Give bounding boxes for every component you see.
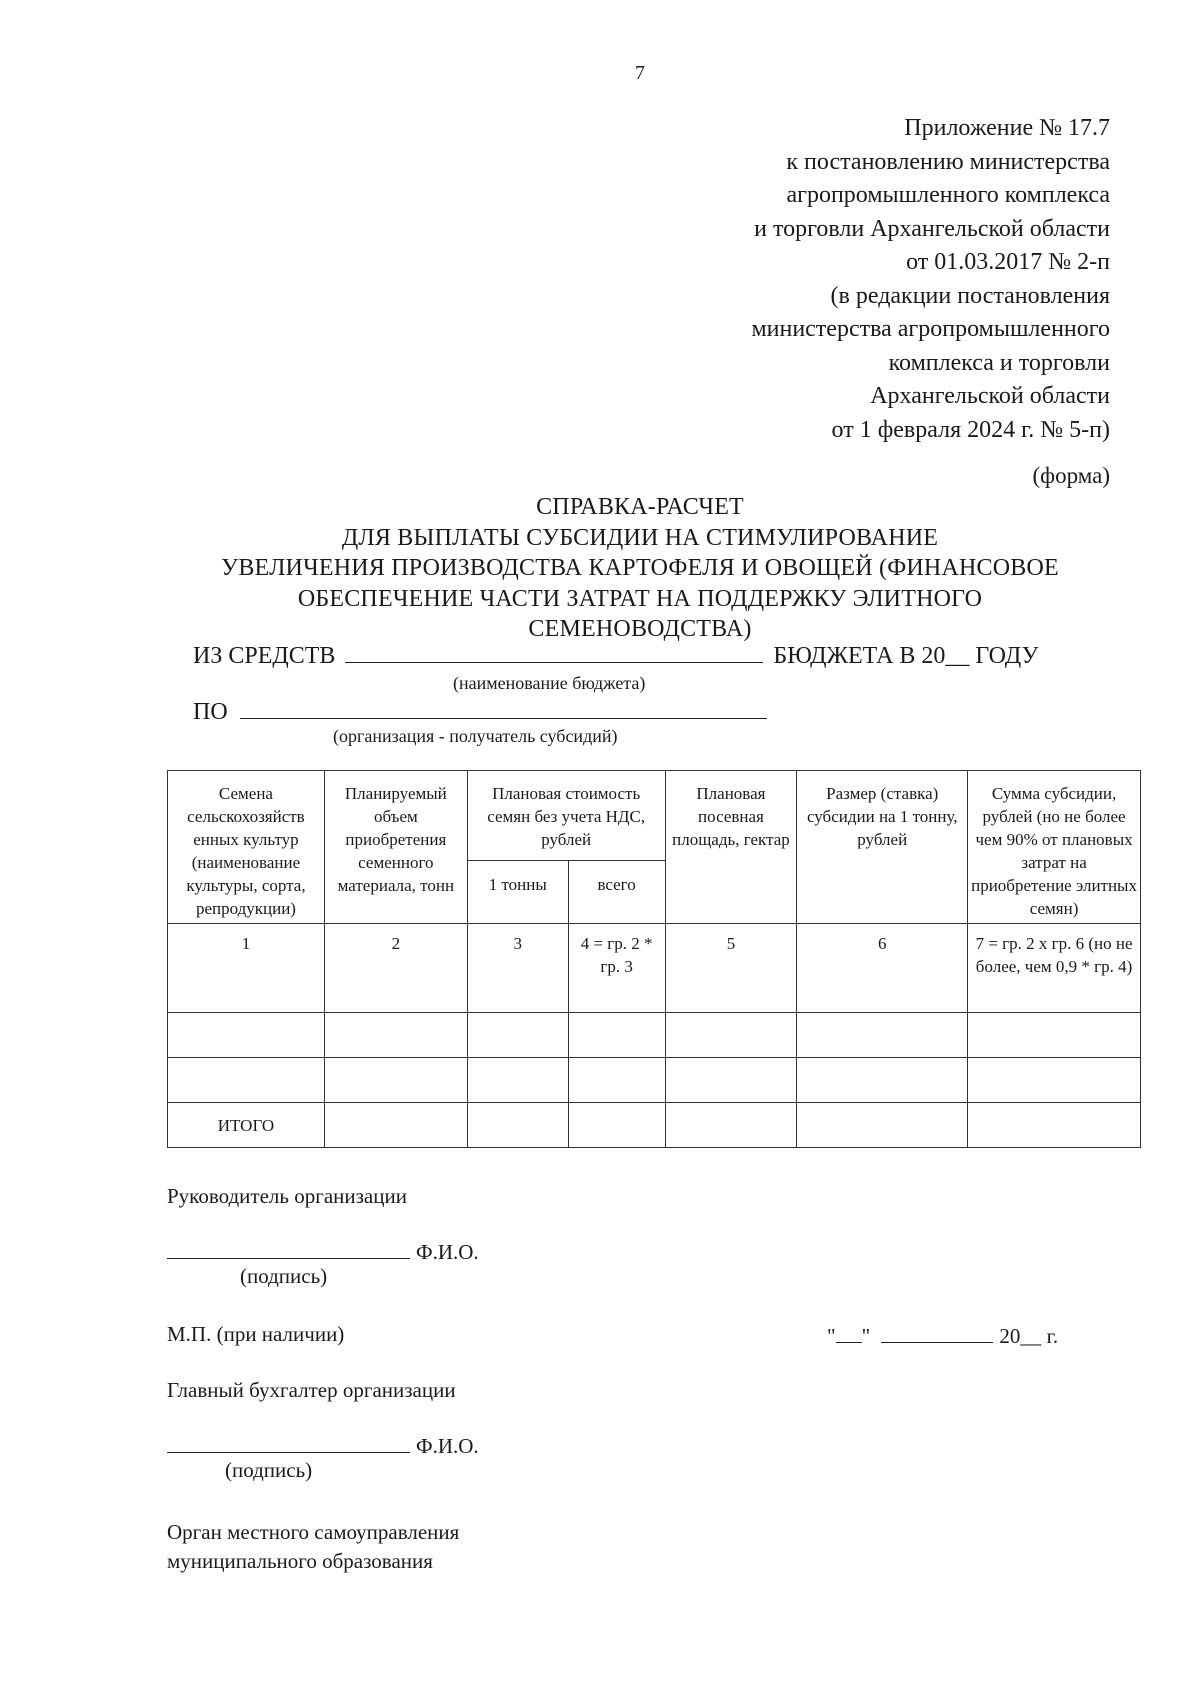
title-line: СПРАВКА-РАСЧЕТ	[536, 494, 744, 520]
page-number: 7	[635, 62, 645, 84]
organization-line	[193, 696, 767, 726]
budget-suffix: БЮДЖЕТА В 20__ ГОДУ	[773, 643, 1039, 669]
accountant-signature-line	[167, 1432, 479, 1459]
table-cell[interactable]	[968, 1058, 1141, 1103]
column-number: 2	[324, 924, 467, 1013]
date-month-field[interactable]	[881, 1322, 993, 1343]
document-title	[150, 492, 1130, 645]
head-signature-field[interactable]	[167, 1238, 410, 1259]
title-line: ДЛЯ ВЫПЛАТЫ СУБСИДИИ НА СТИМУЛИРОВАНИЕ	[341, 524, 939, 551]
table-cell[interactable]	[568, 1058, 665, 1103]
header-subsidy-rate: Размер (ставка) субсидии на 1 тонну, рублей	[797, 771, 968, 924]
table-cell[interactable]	[665, 1103, 797, 1148]
appendix-line: министерства агропромышленного	[751, 316, 1110, 342]
budget-prefix: ИЗ СРЕДСТВ	[193, 643, 336, 669]
appendix-line: и торговли Архангельской области	[754, 215, 1110, 242]
title-line: СЕМЕНОВОДСТВА)	[528, 616, 752, 642]
form-label: (форма)	[1032, 463, 1110, 488]
column-number: 6	[797, 924, 968, 1013]
local-government-block	[167, 1518, 459, 1576]
budget-caption: (наименование бюджета)	[453, 673, 646, 693]
column-number: 3	[467, 924, 568, 1013]
head-signature-caption: (подпись)	[240, 1264, 328, 1288]
accountant-fio: Ф.И.О.	[416, 1434, 479, 1458]
appendix-line: от 1 февраля 2024 г. № 5-п)	[831, 416, 1110, 443]
appendix-reference	[550, 112, 1110, 447]
date-year: 20__ г.	[999, 1324, 1059, 1348]
table-cell[interactable]	[467, 1058, 568, 1103]
budget-name-field[interactable]	[345, 640, 763, 663]
column-number: 5	[665, 924, 797, 1013]
header-cost-total: всего	[568, 860, 665, 923]
appendix-line: Архангельской области	[870, 383, 1110, 409]
table-cell[interactable]	[568, 1013, 665, 1058]
table-cell[interactable]	[467, 1013, 568, 1058]
table-cell[interactable]	[324, 1103, 467, 1148]
date-line	[827, 1322, 1058, 1349]
accountant-signature-field[interactable]	[167, 1432, 410, 1453]
header-planned-area: Плановая посевная площадь, гектар	[665, 771, 797, 924]
header-planned-cost: Плановая стоимость семян без учета НДС, рублей	[467, 771, 665, 861]
table-cell[interactable]	[467, 1103, 568, 1148]
accountant-signature-caption: (подпись)	[225, 1458, 313, 1482]
organization-prefix: ПО	[193, 699, 228, 725]
header-seeds: Семена сельскохозяйств енных культур (наименование культуры, сорта, репродукции)	[168, 771, 325, 924]
table-cell[interactable]	[324, 1058, 467, 1103]
accountant-title: Главный бухгалтер организации	[167, 1378, 456, 1402]
appendix-line: (в редакции постановления	[830, 282, 1110, 309]
stamp-label: М.П. (при наличии)	[167, 1322, 345, 1346]
table-cell[interactable]	[665, 1013, 797, 1058]
table-row	[168, 1058, 1141, 1103]
table-cell[interactable]	[168, 1013, 325, 1058]
head-title: Руководитель организации	[167, 1184, 407, 1208]
appendix-line: комплекса и торговли	[888, 349, 1110, 376]
table-cell[interactable]	[968, 1103, 1141, 1148]
column-number: 7 = гр. 2 х гр. 6 (но не более, чем 0,9 * гр. 4)	[968, 924, 1141, 1013]
table-cell[interactable]	[324, 1013, 467, 1058]
appendix-line: агропромышленного комплекса	[786, 182, 1110, 208]
date-quote-close: "	[861, 1324, 871, 1348]
table-cell[interactable]	[168, 1058, 325, 1103]
total-label: ИТОГО	[168, 1103, 325, 1148]
appendix-line: Приложение № 17.7	[904, 115, 1110, 141]
date-quote-open: "	[827, 1324, 836, 1348]
table-cell[interactable]	[568, 1103, 665, 1148]
budget-line	[193, 640, 1038, 670]
table-cell[interactable]	[797, 1058, 968, 1103]
header-planned-volume: Планируемый объем приобретения семенного материала, тонн	[324, 771, 467, 924]
head-signature-line	[167, 1238, 479, 1265]
table-cell[interactable]	[968, 1013, 1141, 1058]
title-line: ОБЕСПЕЧЕНИЕ ЧАСТИ ЗАТРАТ НА ПОДДЕРЖКУ ЭЛИТНОГО	[297, 585, 983, 612]
calculation-table	[167, 770, 1141, 1148]
organization-name-field[interactable]	[240, 696, 767, 719]
title-line: УВЕЛИЧЕНИЯ ПРОИЗВОДСТВА КАРТОФЕЛЯ И ОВОЩЕЙ (ФИНАНСОВОЕ	[221, 555, 1059, 581]
appendix-line: к постановлению министерства	[786, 148, 1110, 175]
head-fio: Ф.И.О.	[416, 1240, 479, 1264]
appendix-line: от 01.03.2017 № 2-п	[906, 249, 1110, 275]
table-cell[interactable]	[797, 1103, 968, 1148]
table-cell[interactable]	[797, 1013, 968, 1058]
local-government-line: муниципального образования	[167, 1549, 433, 1573]
local-government-line: Орган местного самоуправления	[167, 1520, 460, 1544]
total-row	[168, 1103, 1141, 1148]
table-row	[168, 1013, 1141, 1058]
column-number: 1	[168, 924, 325, 1013]
header-subsidy-amount: Сумма субсидии, рублей (но не более чем 90% от плановых затрат на приобретение элитных семян)	[968, 771, 1141, 924]
date-day-field[interactable]	[836, 1322, 862, 1343]
column-number: 4 = гр. 2 * гр. 3	[568, 924, 665, 1013]
header-cost-per-ton: 1 тонны	[467, 860, 568, 923]
organization-caption: (организация - получатель субсидий)	[333, 726, 618, 746]
table-cell[interactable]	[665, 1058, 797, 1103]
